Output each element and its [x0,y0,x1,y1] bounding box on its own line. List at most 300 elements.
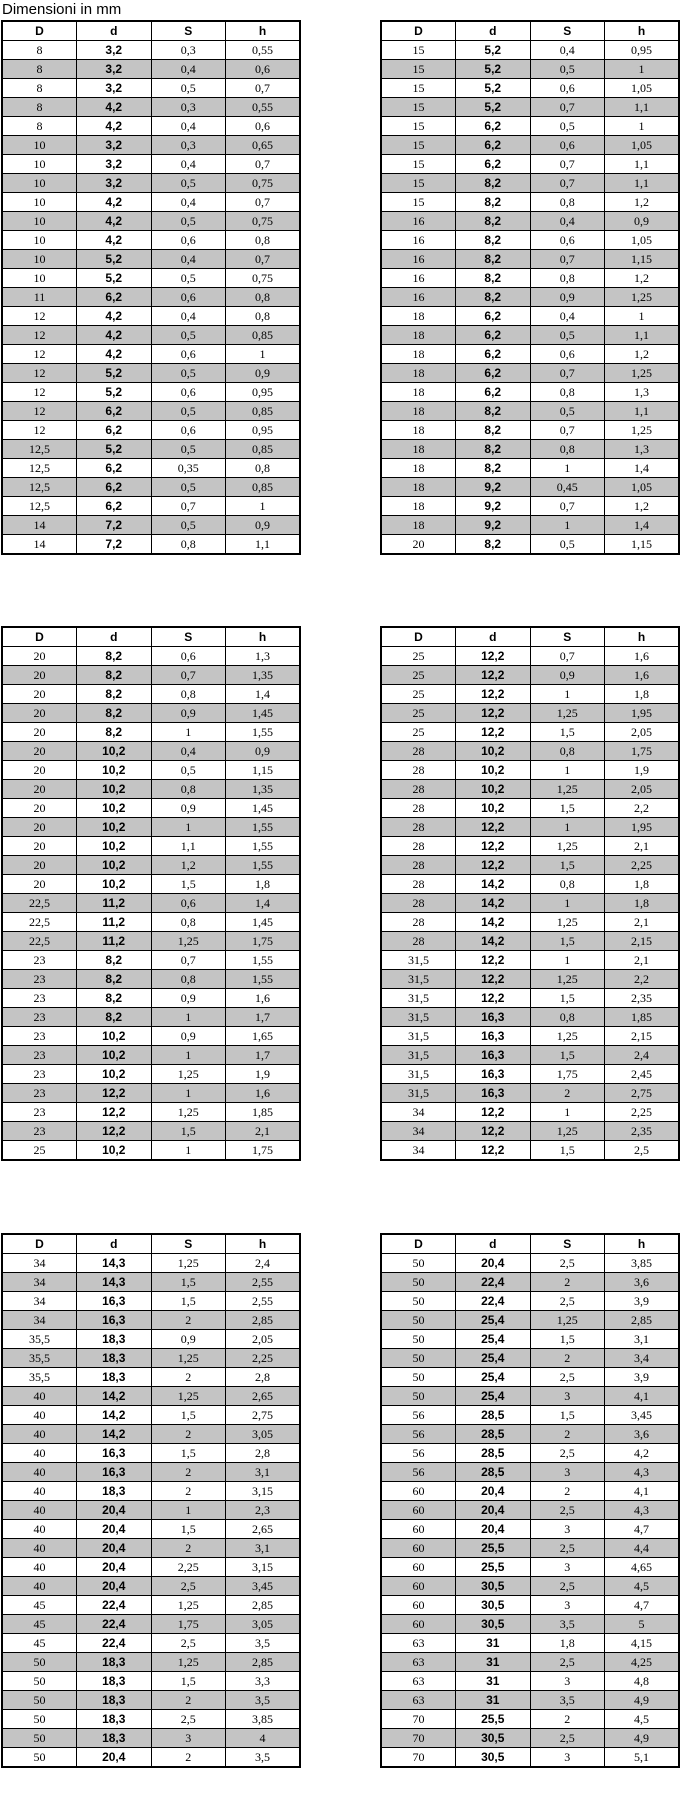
table-row [2,136,300,155]
table-row [381,1065,679,1084]
cell-col-D: 56 [381,1463,456,1482]
cell-col-d: 8,2 [77,666,152,685]
table-row [2,989,300,1008]
cell-col-d: 8,2 [456,288,531,307]
cell-col-S: 0,5 [151,516,226,535]
header-col-d: d [77,1234,152,1254]
cell-col-h: 2,25 [605,856,680,875]
header-col-S: S [151,627,226,647]
cell-col-h: 4,4 [605,1539,680,1558]
cell-col-h: 2,1 [605,837,680,856]
cell-col-d: 16,3 [77,1463,152,1482]
cell-col-d: 12,2 [456,1103,531,1122]
table-row [2,1634,300,1653]
cell-col-d: 31 [456,1634,531,1653]
cell-col-d: 10,2 [77,1141,152,1161]
table-row [381,1292,679,1311]
table-row [381,856,679,875]
cell-col-S: 0,3 [151,98,226,117]
cell-col-D: 16 [381,250,456,269]
table-row [2,174,300,193]
cell-col-h: 0,7 [226,155,301,174]
cell-col-h: 0,7 [226,79,301,98]
cell-col-h: 2,45 [605,1065,680,1084]
cell-col-D: 10 [2,136,77,155]
cell-col-S: 3 [530,1748,605,1768]
cell-col-S: 0,7 [530,174,605,193]
cell-col-D: 23 [2,951,77,970]
table-row [381,1368,679,1387]
cell-col-D: 56 [381,1444,456,1463]
cell-col-d: 18,3 [77,1672,152,1691]
cell-col-S: 0,5 [530,402,605,421]
cell-col-d: 12,2 [456,951,531,970]
header-col-d: d [456,627,531,647]
cell-col-S: 2 [530,1710,605,1729]
cell-col-S: 0,6 [151,383,226,402]
cell-col-h: 1 [226,497,301,516]
cell-col-d: 3,2 [77,136,152,155]
cell-col-h: 1,05 [605,231,680,250]
cell-col-D: 12,5 [2,478,77,497]
cell-col-S: 1 [530,818,605,837]
cell-col-D: 28 [381,932,456,951]
table-row [2,1520,300,1539]
cell-col-S: 0,8 [530,1008,605,1027]
cell-col-D: 50 [2,1672,77,1691]
cell-col-d: 25,4 [456,1368,531,1387]
cell-col-d: 7,2 [77,535,152,555]
cell-col-S: 0,8 [530,742,605,761]
table-row [381,98,679,117]
table-row [2,1691,300,1710]
cell-col-h: 1,1 [605,326,680,345]
cell-col-D: 28 [381,780,456,799]
cell-col-D: 50 [381,1273,456,1292]
cell-col-d: 6,2 [456,136,531,155]
cell-col-h: 1,85 [605,1008,680,1027]
cell-col-D: 8 [2,60,77,79]
cell-col-h: 1,4 [226,894,301,913]
cell-col-S: 0,5 [530,60,605,79]
cell-col-S: 2,5 [151,1577,226,1596]
cell-col-S: 1,5 [151,1520,226,1539]
cell-col-h: 0,8 [226,231,301,250]
cell-col-h: 2,1 [226,1122,301,1141]
cell-col-d: 8,2 [456,535,531,555]
table-row [381,1425,679,1444]
cell-col-h: 1,3 [605,440,680,459]
cell-col-h: 4,9 [605,1729,680,1748]
cell-col-d: 30,5 [456,1596,531,1615]
cell-col-D: 20 [2,875,77,894]
cell-col-S: 1 [151,1046,226,1065]
cell-col-S: 1,25 [151,1103,226,1122]
table-row [2,117,300,136]
cell-col-h: 3,45 [226,1577,301,1596]
table-row [2,193,300,212]
cell-col-D: 12 [2,345,77,364]
cell-col-h: 3,15 [226,1558,301,1577]
cell-col-d: 8,2 [456,193,531,212]
cell-col-S: 0,5 [151,364,226,383]
table-row [2,818,300,837]
table-row [381,1558,679,1577]
table-row [381,1691,679,1710]
cell-col-D: 15 [381,98,456,117]
cell-col-d: 12,2 [456,970,531,989]
cell-col-S: 0,6 [151,288,226,307]
table-row [2,1330,300,1349]
cell-col-h: 0,6 [226,117,301,136]
cell-col-D: 34 [2,1273,77,1292]
cell-col-S: 0,9 [151,799,226,818]
cell-col-D: 40 [2,1406,77,1425]
cell-col-d: 12,2 [456,666,531,685]
cell-col-d: 16,3 [456,1065,531,1084]
cell-col-S: 0,6 [530,79,605,98]
cell-col-d: 8,2 [77,951,152,970]
cell-col-D: 28 [381,913,456,932]
cell-col-S: 1,2 [151,856,226,875]
cell-col-D: 56 [381,1406,456,1425]
cell-col-D: 23 [2,989,77,1008]
table-row [2,269,300,288]
table-row [381,326,679,345]
cell-col-d: 12,2 [77,1103,152,1122]
table-row [2,1501,300,1520]
cell-col-h: 1 [605,117,680,136]
cell-col-D: 8 [2,98,77,117]
cell-col-h: 2,75 [226,1406,301,1425]
cell-col-d: 18,3 [77,1653,152,1672]
cell-col-D: 40 [2,1539,77,1558]
header-col-S: S [151,21,226,41]
cell-col-S: 0,9 [151,1027,226,1046]
table-row [2,1729,300,1748]
cell-col-h: 3,85 [226,1710,301,1729]
cell-col-d: 3,2 [77,41,152,60]
header-col-S: S [530,627,605,647]
cell-col-h: 2,55 [226,1273,301,1292]
cell-col-D: 12 [2,402,77,421]
cell-col-S: 2 [151,1691,226,1710]
cell-col-h: 2,55 [226,1292,301,1311]
cell-col-S: 1 [530,894,605,913]
cell-col-S: 0,5 [151,269,226,288]
table-row [2,647,300,666]
table-row [381,1008,679,1027]
table-row [2,155,300,174]
cell-col-d: 25,4 [456,1387,531,1406]
cell-col-h: 0,85 [226,326,301,345]
cell-col-S: 1,5 [530,932,605,951]
cell-col-h: 1,4 [226,685,301,704]
cell-col-S: 0,6 [151,345,226,364]
table-row [381,761,679,780]
cell-col-D: 63 [381,1691,456,1710]
cell-col-h: 3,3 [226,1672,301,1691]
cell-col-h: 2,85 [226,1596,301,1615]
cell-col-D: 25 [2,1141,77,1161]
cell-col-S: 1,5 [151,1444,226,1463]
cell-col-D: 40 [2,1425,77,1444]
cell-col-d: 6,2 [456,117,531,136]
cell-col-h: 4,1 [605,1482,680,1501]
cell-col-h: 0,55 [226,41,301,60]
cell-col-d: 8,2 [77,647,152,666]
cell-col-d: 5,2 [456,79,531,98]
table-row [381,288,679,307]
cell-col-S: 2,5 [530,1501,605,1520]
cell-col-d: 8,2 [456,459,531,478]
table-row [2,913,300,932]
cell-col-S: 1,5 [151,875,226,894]
table-row [2,1046,300,1065]
cell-col-h: 0,55 [226,98,301,117]
cell-col-d: 4,2 [77,326,152,345]
cell-col-h: 2,85 [226,1653,301,1672]
cell-col-D: 31,5 [381,1046,456,1065]
table-row [381,1084,679,1103]
cell-col-d: 5,2 [456,41,531,60]
cell-col-S: 0,7 [530,497,605,516]
cell-col-d: 25,5 [456,1710,531,1729]
cell-col-h: 3,9 [605,1368,680,1387]
cell-col-h: 2,8 [226,1444,301,1463]
cell-col-d: 20,4 [77,1539,152,1558]
cell-col-S: 0,45 [530,478,605,497]
cell-col-d: 4,2 [77,231,152,250]
cell-col-S: 0,5 [151,761,226,780]
cell-col-d: 31 [456,1672,531,1691]
header-row [381,1234,679,1254]
page-title: Dimensioni in mm [2,1,122,18]
cell-col-S: 1,5 [530,856,605,875]
cell-col-D: 10 [2,269,77,288]
table-row [2,932,300,951]
table-row [2,402,300,421]
table-row [381,1444,679,1463]
cell-col-d: 25,4 [456,1349,531,1368]
cell-col-h: 3,4 [605,1349,680,1368]
cell-col-S: 0,5 [151,212,226,231]
cell-col-D: 40 [2,1387,77,1406]
cell-col-D: 23 [2,1008,77,1027]
cell-col-D: 16 [381,212,456,231]
cell-col-d: 25,5 [456,1558,531,1577]
cell-col-d: 25,5 [456,1539,531,1558]
cell-col-d: 31 [456,1653,531,1672]
cell-col-D: 23 [2,970,77,989]
cell-col-d: 12,2 [456,723,531,742]
cell-col-h: 2,05 [226,1330,301,1349]
cell-col-D: 10 [2,231,77,250]
cell-col-S: 0,5 [530,326,605,345]
cell-col-S: 0,8 [530,269,605,288]
cell-col-h: 3,5 [226,1634,301,1653]
cell-col-S: 0,7 [151,666,226,685]
cell-col-D: 60 [381,1558,456,1577]
header-col-S: S [151,1234,226,1254]
cell-col-d: 4,2 [77,307,152,326]
cell-col-S: 3,5 [530,1615,605,1634]
cell-col-D: 60 [381,1482,456,1501]
cell-col-D: 31,5 [381,1008,456,1027]
cell-col-S: 0,9 [151,989,226,1008]
header-col-D: D [2,1234,77,1254]
cell-col-S: 1,25 [151,932,226,951]
cell-col-D: 60 [381,1539,456,1558]
cell-col-d: 10,2 [456,742,531,761]
cell-col-D: 20 [2,818,77,837]
cell-col-S: 1 [530,761,605,780]
cell-col-S: 1,5 [151,1406,226,1425]
table-row [381,742,679,761]
cell-col-S: 0,8 [151,780,226,799]
cell-col-h: 1,95 [605,818,680,837]
cell-col-S: 1,75 [151,1615,226,1634]
cell-col-S: 0,3 [151,41,226,60]
table-row [2,1577,300,1596]
table-row [381,1330,679,1349]
cell-col-D: 25 [381,685,456,704]
cell-col-d: 12,2 [456,1141,531,1161]
cell-col-D: 34 [381,1122,456,1141]
cell-col-S: 0,5 [151,478,226,497]
cell-col-h: 2,05 [605,723,680,742]
table-row [2,516,300,535]
header-row [2,21,300,41]
cell-col-d: 20,4 [77,1577,152,1596]
cell-col-d: 11,2 [77,932,152,951]
cell-col-h: 1,75 [226,1141,301,1161]
table-row [2,364,300,383]
cell-col-d: 8,2 [456,440,531,459]
cell-col-S: 0,4 [530,307,605,326]
cell-col-D: 25 [381,647,456,666]
cell-col-D: 34 [2,1311,77,1330]
header-col-h: h [605,627,680,647]
cell-col-S: 0,4 [151,307,226,326]
cell-col-S: 1,25 [151,1596,226,1615]
cell-col-S: 1 [151,1008,226,1027]
cell-col-S: 2,5 [530,1292,605,1311]
table-row [381,666,679,685]
cell-col-D: 15 [381,60,456,79]
table-row [2,1615,300,1634]
cell-col-d: 6,2 [456,326,531,345]
cell-col-d: 12,2 [456,704,531,723]
cell-col-h: 3,15 [226,1482,301,1501]
cell-col-D: 60 [381,1615,456,1634]
cell-col-S: 2 [151,1748,226,1768]
cell-col-d: 6,2 [77,421,152,440]
table-row [2,1482,300,1501]
cell-col-D: 28 [381,875,456,894]
cell-col-D: 20 [2,761,77,780]
cell-col-h: 1,9 [226,1065,301,1084]
cell-col-D: 45 [2,1634,77,1653]
cell-col-h: 1,55 [226,970,301,989]
cell-col-h: 1,8 [226,875,301,894]
cell-col-h: 2,35 [605,1122,680,1141]
table-row [2,704,300,723]
header-col-d: d [77,627,152,647]
cell-col-D: 40 [2,1577,77,1596]
cell-col-D: 60 [381,1501,456,1520]
cell-col-d: 14,2 [456,894,531,913]
cell-col-S: 0,8 [151,685,226,704]
cell-col-d: 18,3 [77,1330,152,1349]
cell-col-D: 10 [2,155,77,174]
cell-col-h: 3,9 [605,1292,680,1311]
table-row [2,1122,300,1141]
cell-col-h: 2,35 [605,989,680,1008]
cell-col-d: 6,2 [77,402,152,421]
cell-col-d: 5,2 [77,250,152,269]
cell-col-h: 1,55 [226,951,301,970]
cell-col-h: 4,1 [605,1387,680,1406]
table-row [381,1406,679,1425]
cell-col-h: 1,1 [605,174,680,193]
cell-col-d: 12,2 [456,989,531,1008]
cell-col-D: 18 [381,459,456,478]
cell-col-d: 8,2 [77,989,152,1008]
cell-col-S: 2 [530,1349,605,1368]
cell-col-D: 45 [2,1596,77,1615]
cell-col-d: 16,3 [77,1292,152,1311]
cell-col-h: 1,6 [605,666,680,685]
cell-col-S: 1,25 [530,1311,605,1330]
cell-col-S: 1 [530,685,605,704]
cell-col-d: 6,2 [456,364,531,383]
cell-col-h: 0,7 [226,250,301,269]
cell-col-D: 31,5 [381,970,456,989]
cell-col-S: 0,8 [530,875,605,894]
cell-col-S: 1,5 [530,1141,605,1161]
cell-col-D: 23 [2,1046,77,1065]
cell-col-D: 22,5 [2,894,77,913]
table-row [2,41,300,60]
cell-col-S: 1,75 [530,1065,605,1084]
table-row [381,970,679,989]
cell-col-h: 1,65 [226,1027,301,1046]
cell-col-S: 0,4 [151,117,226,136]
cell-col-h: 3,6 [605,1273,680,1292]
cell-col-h: 2,65 [226,1520,301,1539]
cell-col-h: 1,1 [226,535,301,555]
cell-col-S: 2,5 [530,1368,605,1387]
cell-col-d: 10,2 [456,780,531,799]
header-col-d: d [456,21,531,41]
table-row [2,1406,300,1425]
cell-col-d: 10,2 [77,1046,152,1065]
cell-col-S: 0,5 [530,117,605,136]
cell-col-D: 40 [2,1463,77,1482]
cell-col-d: 11,2 [77,913,152,932]
cell-col-h: 1,9 [605,761,680,780]
cell-col-S: 0,35 [151,459,226,478]
cell-col-D: 20 [2,856,77,875]
cell-col-h: 4,65 [605,1558,680,1577]
cell-col-d: 8,2 [77,970,152,989]
cell-col-D: 23 [2,1065,77,1084]
cell-col-D: 22,5 [2,913,77,932]
cell-col-d: 5,2 [456,98,531,117]
cell-col-d: 7,2 [77,516,152,535]
cell-col-h: 1,25 [605,288,680,307]
